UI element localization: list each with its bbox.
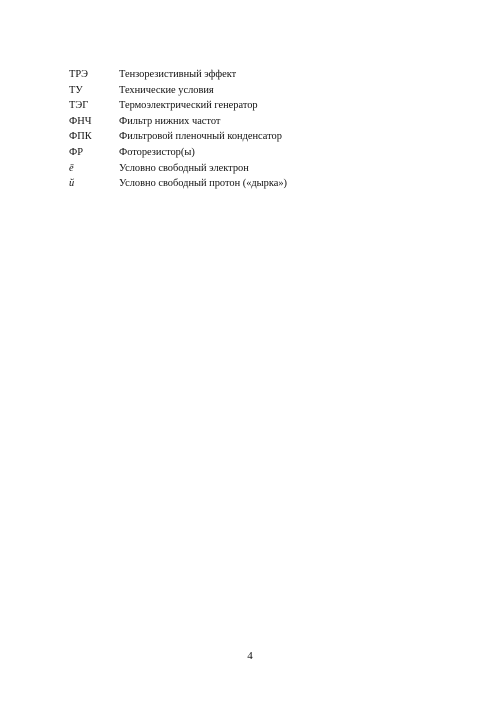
electron-symbol: ē (69, 162, 74, 174)
abbreviation-definition: Термоэлектрический генератор (119, 100, 258, 112)
abbreviation-definition: Условно свободный протон («дырка») (119, 178, 288, 190)
abbreviation-definition: Фоторезистор(ы) (119, 146, 195, 158)
abbreviation-row-teg (69, 98, 449, 114)
abbreviation-row-tu (69, 83, 449, 99)
abbreviation-definition: Технические условия (119, 84, 214, 96)
abbreviation-term: ФР (69, 146, 83, 158)
abbreviation-list (69, 67, 449, 192)
abbreviation-definition: Тензорезистивный эффект (119, 69, 237, 80)
abbreviation-row-fnch (69, 114, 449, 130)
abbreviation-term: ФНЧ (69, 115, 92, 127)
abbreviation-row-tre (69, 67, 449, 83)
abbreviation-definition: Фильтровой пленочный конденсатор (119, 131, 282, 143)
abbreviation-definition: Фильтр нижних частот (119, 115, 221, 127)
abbreviation-row-fr (69, 145, 449, 161)
abbreviation-term: ТЭГ (69, 100, 89, 112)
abbreviation-row-hole (69, 176, 449, 192)
page-number: 4 (247, 650, 253, 662)
abbreviation-term: ТУ (69, 84, 83, 96)
hole-symbol: й (69, 178, 75, 190)
abbreviation-term: ТРЭ (69, 69, 88, 80)
abbreviation-row-fpk (69, 129, 449, 145)
abbreviation-row-electron (69, 161, 449, 177)
abbreviation-term: ФПК (69, 131, 92, 143)
abbreviation-definition: Условно свободный электрон (119, 162, 249, 174)
